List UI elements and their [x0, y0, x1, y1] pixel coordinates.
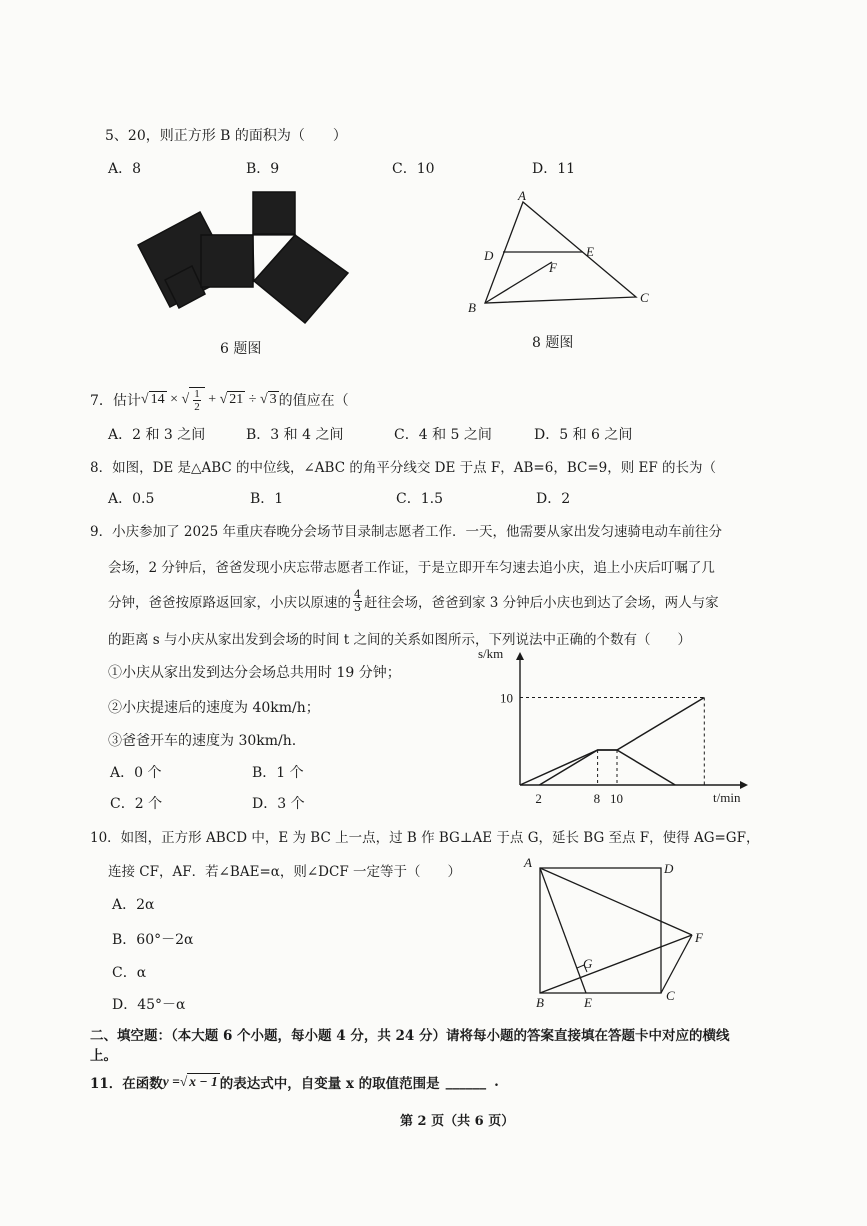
q7-term-14: 14	[150, 392, 165, 407]
q7-option-a: A．2 和 3 之间	[108, 427, 206, 443]
q7-stem: 7．估计 √ 14 × √ $\frac{1}{2}$ + √ 21 ÷ √ 3 的值应在（	[90, 388, 349, 413]
q8-label-f: F	[549, 260, 557, 275]
q7-option-c: C．4 和 5 之间	[394, 427, 492, 443]
q6-squares-figure	[130, 190, 355, 330]
q7-frac-num: 1	[194, 388, 200, 400]
q10-label-c: C	[666, 988, 675, 1003]
q9-statement-3: ③爸爸开车的速度为 30km/h.	[108, 733, 297, 749]
q9-line-2: 会场，2 分钟后，爸爸发现小庆忘带志愿者工作证，于是立即开车匀速去追小庆，追上小庆后叮嘱了几	[108, 560, 715, 576]
q6-option-a: A．8	[108, 161, 142, 177]
q8-option-c: C．1.5	[396, 491, 443, 507]
q10-option-b: B．60°－2α	[112, 932, 194, 948]
square-top	[253, 192, 295, 234]
q9-line-3-a: 分钟，爸爸按原路返回家，小庆以原速的	[108, 595, 351, 611]
q8-label-b: B	[468, 300, 476, 315]
q9-option-a: A．0 个	[110, 765, 162, 781]
q7-term-3: 3	[269, 392, 277, 407]
q9-line-3	[108, 584, 719, 618]
q10-label-f: F	[695, 930, 703, 945]
q9-option-b: B．1 个	[252, 765, 304, 781]
q10-label-e: E	[584, 995, 592, 1010]
q10-option-c: C．α	[112, 965, 147, 981]
q10-option-a: A．2α	[112, 897, 155, 913]
q11-stem: 11．在函数 y = √ x − 1 的表达式中，自变量 x 的取值范围是 ______ .	[90, 1074, 499, 1092]
q11-suffix: 的表达式中，自变量 x 的取值范围是	[219, 1076, 440, 1092]
q6-figure-caption: 6 题图	[220, 341, 262, 357]
q9-line-4: 的距离 s 与小庆从家出发到会场的时间 t 之间的关系如图所示，下列说法中正确的个数有（ ）	[108, 632, 692, 648]
q7-suffix: 的值应在（	[278, 393, 349, 409]
q9-option-d: D．3 个	[252, 796, 305, 812]
section-2-heading-cont: 上。	[90, 1048, 117, 1064]
chart-series	[520, 698, 704, 786]
x-axis-label: t/min	[713, 790, 741, 805]
q8-stem: 8．如图，DE 是△ABC 的中位线，∠ABC 的角平分线交 DE 于点 F，AB=6，BC=9，则 EF 的长为（	[90, 460, 717, 476]
q6-option-c: C．10	[392, 161, 435, 177]
x-axis-arrow	[740, 781, 748, 789]
x-tick-label-10: 10	[610, 791, 623, 806]
q10-option-d: D．45°－α	[112, 997, 186, 1013]
q8-option-b: B．1	[250, 491, 284, 507]
q9-statement-2: ②小庆提速后的速度为 40km/h；	[108, 700, 320, 716]
y-tick-label-10: 10	[500, 690, 513, 706]
q7-term-21: 21	[229, 392, 244, 407]
q10-label-b: B	[536, 995, 544, 1010]
q11-radicand: x − 1	[189, 1074, 218, 1089]
q8-label-c: C	[640, 290, 649, 305]
x-tick-label-8: 8	[593, 791, 601, 806]
q9-statement-1: ①小庆从家出发到达分会场总共用时 19 分钟；	[108, 665, 401, 681]
square-right	[254, 235, 348, 323]
y-axis-label: s/km	[478, 646, 504, 661]
q10-line-1: 10．如图，正方形 ABCD 中，E 为 BC 上一点，过 B 作 BG⊥AE 于点 G，延长 BG 至点 F，使得 AG=GF，	[90, 830, 760, 846]
q9-line-3-b: 赶往会场，爸爸到家 3 分钟后小庆也到达了会场，两人与家	[364, 595, 719, 611]
chart-axes	[516, 652, 748, 789]
q11-prefix: 11．在函数	[90, 1076, 163, 1092]
x-tick-label-2: 2	[535, 791, 542, 806]
y-axis-arrow	[516, 652, 524, 660]
q8-label-e: E	[586, 244, 594, 259]
q10-label-d: D	[664, 861, 674, 876]
square-middle	[201, 235, 253, 287]
q8-label-a: A	[518, 188, 526, 203]
q9-frac-den: 3	[354, 600, 361, 614]
q6-option-b: B．9	[246, 161, 280, 177]
q8-figure-caption: 8 题图	[532, 335, 574, 351]
q10-line-2: 连接 CF，AF．若∠BAE=α，则∠DCF 一定等于（ ）	[108, 864, 461, 880]
page-footer: 第 2 页（共 6 页）	[400, 1114, 515, 1129]
q6-option-d: D．11	[532, 161, 576, 177]
q11-end: .	[494, 1074, 499, 1090]
q9-frac-num: 4	[354, 587, 361, 601]
q11-func: y =	[162, 1074, 180, 1089]
q7-prefix: 7．估计	[90, 393, 141, 409]
q9-line-1: 9．小庆参加了 2025 年重庆春晚分会场节目录制志愿者工作．一天，他需要从家出发匀速骑电动车前往分	[90, 524, 723, 540]
q10-label-g: G	[583, 956, 593, 971]
q8-label-d: D	[484, 248, 494, 263]
q7-option-d: D．5 和 6 之间	[534, 427, 633, 443]
q7-option-b: B．3 和 4 之间	[246, 427, 344, 443]
series-line-1	[520, 698, 704, 786]
q8-triangle-figure	[468, 190, 658, 320]
q10-square-figure	[520, 850, 720, 1010]
chart-labels	[478, 646, 741, 806]
q9-option-c: C．2 个	[110, 796, 163, 812]
q8-option-d: D．2	[536, 491, 571, 507]
q10-label-a: A	[524, 855, 532, 870]
q7-frac-den: 2	[194, 401, 200, 413]
q8-option-a: A．0.5	[108, 491, 155, 507]
q11-answer-blank[interactable]: ______	[445, 1074, 487, 1090]
section-2-heading: 二、填空题：（本大题 6 个小题，每小题 4 分，共 24 分）请将每小题的答案直接填在答题卡中对应的横线	[90, 1028, 730, 1044]
q6-stem: 5、20，则正方形 B 的面积为（ ）	[105, 128, 347, 144]
q9-distance-time-chart	[470, 640, 770, 810]
